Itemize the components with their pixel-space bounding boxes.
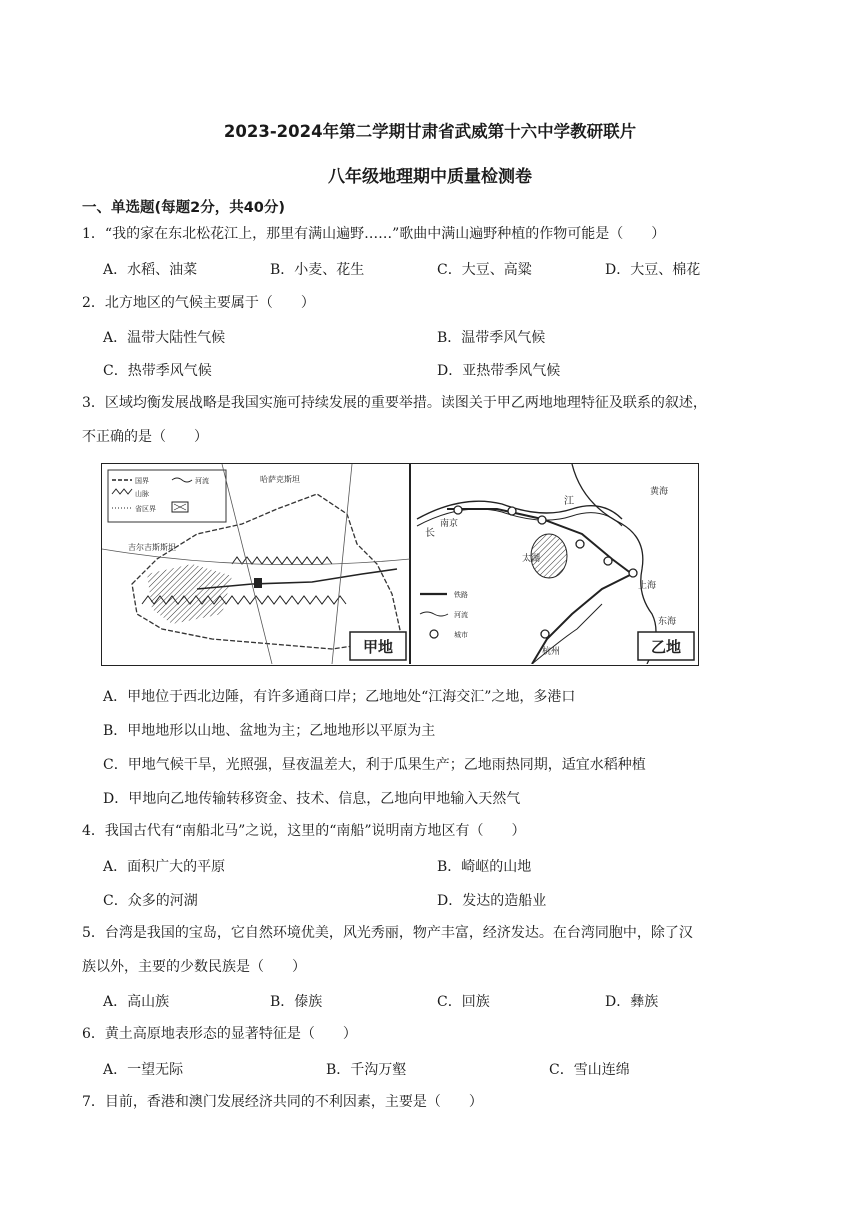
right-map-panel <box>417 464 694 664</box>
q2-option-d: D．亚热带季风气候 <box>437 363 561 379</box>
q4-option-c: C．众多的河湖 <box>103 893 198 909</box>
question-4-stem: 4．我国古代有“南船北马”之说，这里的“南船”说明南方地区有（ ） <box>82 823 526 839</box>
q6-option-b: B．千沟万壑 <box>326 1062 407 1078</box>
question-5-stem-line1: 5．台湾是我国的宝岛，它自然环境优美，风光秀丽，物产丰富，经济发达。在台湾同胞中，除了汉 <box>82 925 693 941</box>
left-legend-item-3: 山脉 <box>135 490 149 498</box>
question-1-stem: 1．“我的家在东北松花江上，那里有满山遍野……”歌曲中满山遍野种植的作物可能是（ ） <box>82 226 666 242</box>
q2-option-b: B．温带季风气候 <box>437 330 546 346</box>
q3-option-b: B．甲地地形以山地、盆地为主；乙地地形以平原为主 <box>103 723 436 739</box>
q3-option-a: A．甲地位于西北边陲，有许多通商口岸；乙地地处“江海交汇”之地，多港口 <box>103 689 576 705</box>
right-city-nanjing-marker <box>454 506 462 514</box>
right-place-label-donghai: 东海 <box>658 617 677 627</box>
question-3-map-figure <box>101 463 699 666</box>
q5-option-d: D．彝族 <box>605 994 659 1010</box>
q4-option-d: D．发达的造船业 <box>437 893 547 909</box>
q5-option-a: A．高山族 <box>103 994 170 1010</box>
question-7-stem: 7．目前，香港和澳门发展经济共同的不利因素，主要是（ ） <box>82 1094 483 1110</box>
right-legend-item-2: 河流 <box>454 611 468 619</box>
q1-option-c: C．大豆、高粱 <box>437 262 532 278</box>
q4-option-b: B．崎岖的山地 <box>437 859 532 875</box>
right-place-label-hangzhou: 杭州 <box>542 647 561 657</box>
right-place-label-huanghai: 黄海 <box>650 487 669 497</box>
q4-option-a: A．面积广大的平原 <box>103 859 226 875</box>
q1-option-a: A．水稻、油菜 <box>103 262 198 278</box>
left-city-marker <box>254 578 262 588</box>
q5-option-c: C．回族 <box>437 994 490 1010</box>
left-legend-item-2: 河流 <box>195 477 209 485</box>
q1-option-b: B．小麦、花生 <box>270 262 365 278</box>
right-place-label-chang: 长 <box>425 528 435 539</box>
section-heading: 一、单选题(每题2分，共40分) <box>82 200 286 216</box>
left-panel-label: 甲地 <box>362 638 394 656</box>
right-city-marker-5 <box>604 557 612 565</box>
right-city-marker-2 <box>508 507 516 515</box>
question-5-stem-line2: 族以外，主要的少数民族是（ ） <box>82 959 306 975</box>
right-city-marker-4 <box>576 540 584 548</box>
question-2-stem: 2．北方地区的气候主要属于（ ） <box>82 295 315 311</box>
left-place-label-1: 哈萨克斯坦 <box>260 475 300 484</box>
right-legend-river-symbol <box>420 612 448 616</box>
right-city-hangzhou-marker <box>541 630 549 638</box>
question-6-stem: 6．黄土高原地表形态的显著特征是（ ） <box>82 1026 357 1042</box>
q3-option-c: C．甲地气候干旱，光照强，昼夜温差大，利于瓜果生产；乙地雨热同期，适宜水稻种植 <box>103 757 646 773</box>
q6-option-c: C．雪山连绵 <box>549 1062 630 1078</box>
right-yangtze-river <box>417 501 622 519</box>
left-basin-hatched <box>147 564 232 624</box>
right-place-label-taihu: 太湖 <box>522 554 541 564</box>
right-city-marker-3 <box>538 516 546 524</box>
right-place-label-jiang: 江 <box>564 496 574 507</box>
q5-option-b: B．傣族 <box>270 994 323 1010</box>
exam-title: 2023-2024年第二学期甘肃省武威第十六中学教研联片 <box>223 122 637 141</box>
question-3-stem-line1: 3．区域均衡发展战略是我国实施可持续发展的重要举措。读图关于甲乙两地地理特征及联系的叙述， <box>82 395 707 411</box>
question-3-stem <box>82 386 802 454</box>
map-svg <box>102 464 697 664</box>
right-panel-label: 乙地 <box>650 638 682 656</box>
q2-option-c: C．热带季风气候 <box>103 363 212 379</box>
q2-option-a: A．温带大陆性气候 <box>103 330 226 346</box>
right-legend-item-1: 铁路 <box>454 591 468 599</box>
q3-option-d: D．甲地向乙地传输转移资金、技术、信息，乙地向甲地输入天然气 <box>103 791 521 807</box>
right-legend-city-symbol <box>430 630 438 638</box>
left-legend-item-4: 省区界 <box>135 505 156 513</box>
q1-option-d: D．大豆、棉花 <box>605 262 701 278</box>
exam-subtitle: 八年级地理期中质量检测卷 <box>328 167 532 187</box>
question-3-stem-line2: 不正确的是（ ） <box>82 429 208 445</box>
left-place-label-2: 吉尔吉斯斯坦 <box>128 543 176 552</box>
right-place-label-shanghai: 上海 <box>638 581 657 591</box>
right-city-shanghai-marker <box>629 569 637 577</box>
right-legend-item-3: 城市 <box>454 631 468 639</box>
right-place-label-nanjing: 南京 <box>440 519 459 529</box>
q6-option-a: A．一望无际 <box>103 1062 184 1078</box>
left-map-panel <box>102 464 410 664</box>
question-5-stem <box>82 916 802 984</box>
left-legend-item-1: 国界 <box>135 477 149 485</box>
